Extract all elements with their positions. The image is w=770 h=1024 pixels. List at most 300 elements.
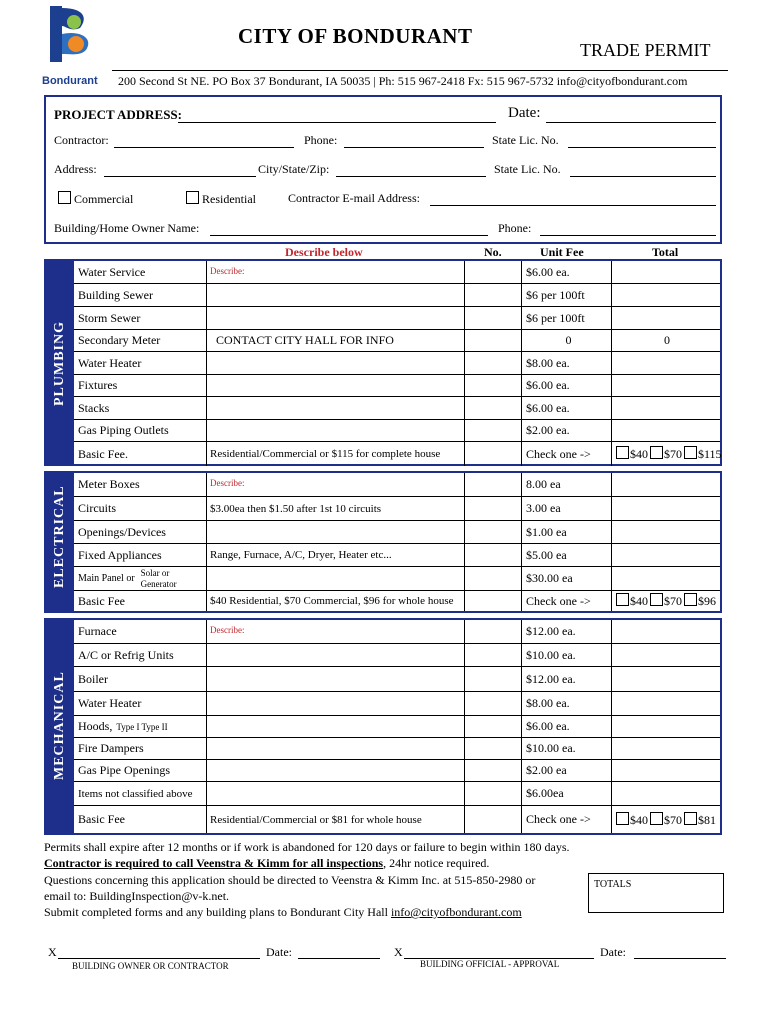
plumbing-desc-text: CONTACT CITY HALL FOR INFO (216, 333, 394, 347)
plumbing-item-fee (522, 284, 612, 306)
plumbing-item-name (74, 261, 207, 283)
owner-name-label: Building/Home Owner Name: (54, 221, 200, 235)
mechanical-fee-value: $12.00 ea. (526, 624, 576, 638)
mechanical-item-total[interactable] (612, 782, 722, 805)
plumbing-item-total[interactable] (612, 330, 722, 351)
mechanical-item-total[interactable] (612, 738, 722, 759)
electrical-item-total[interactable] (612, 567, 722, 590)
mechanical-item-name (74, 806, 207, 833)
mechanical-item-qty[interactable] (465, 806, 522, 833)
plumbing-item-name (74, 397, 207, 419)
plumbing-item-total[interactable] (612, 307, 722, 329)
checkbox[interactable] (650, 812, 663, 825)
plumbing-item-qty[interactable] (465, 261, 522, 283)
plumbing-fee-value: $6 per 100ft (526, 287, 585, 302)
plumbing-item-desc[interactable] (207, 330, 465, 351)
plumbing-item-total[interactable] (612, 375, 722, 396)
owner-date-line[interactable] (298, 958, 380, 959)
plumbing-item-qty[interactable] (465, 397, 522, 419)
mechanical-item-qty[interactable] (465, 760, 522, 781)
mechanical-item-desc[interactable] (207, 716, 465, 737)
mechanical-item-label: A/C or Refrig Units (78, 647, 174, 662)
date-label: Date: (508, 105, 541, 121)
mechanical-row (74, 692, 720, 716)
mechanical-fee-value: $6.00 ea. (526, 719, 570, 733)
mechanical-item-fee (522, 716, 612, 737)
mechanical-item-label: Water Heater (78, 696, 142, 710)
city-email-link[interactable]: info@cityofbondurant.com (390, 905, 522, 919)
plumbing-item-qty[interactable] (465, 352, 522, 374)
generator-label: Generator (140, 578, 177, 589)
electrical-item-qty[interactable] (465, 591, 522, 611)
state-lic-label: State Lic. No. (492, 133, 559, 147)
electrical-item-desc[interactable] (207, 567, 465, 590)
electrical-row (74, 497, 720, 521)
electrical-row (74, 521, 720, 544)
submit-note (44, 905, 522, 920)
electrical-desc-text: Range, Furnace, A/C, Dryer, Heater etc... (210, 549, 392, 561)
electrical-item-desc[interactable] (207, 497, 465, 520)
plumbing-item-total[interactable] (612, 442, 722, 466)
plumbing-item-qty[interactable] (465, 442, 522, 466)
plumbing-item-qty[interactable] (465, 420, 522, 441)
col-header-no: No. (484, 245, 502, 259)
electrical-item-label: Basic Fee (78, 593, 125, 608)
mechanical-fee-value: $10.00 ea. (526, 741, 576, 755)
mechanical-item-qty[interactable] (465, 782, 522, 805)
mechanical-row (74, 806, 720, 833)
solar-or-label: Solar or (140, 567, 170, 578)
mechanical-item-total[interactable] (612, 692, 722, 715)
mechanical-item-fee (522, 782, 612, 805)
owner-sig-caption: BUILDING OWNER OR CONTRACTOR (72, 961, 229, 971)
plumbing-fee-value: 0 (565, 333, 572, 347)
mechanical-item-total[interactable] (612, 716, 722, 737)
electrical-item-total[interactable] (612, 544, 722, 566)
mechanical-item-name (74, 760, 207, 781)
mechanical-row (74, 644, 720, 667)
mechanical-item-name (74, 782, 207, 805)
plumbing-item-label: Fixtures (78, 378, 118, 392)
mechanical-basic-fee-option[interactable] (616, 812, 648, 828)
mechanical-item-label: Boiler (78, 671, 108, 686)
electrical-item-qty[interactable] (465, 521, 522, 543)
mechanical-label: MECHANICAL (52, 671, 67, 780)
electrical-item-name (74, 497, 207, 520)
project-info-box (44, 95, 722, 244)
inspection-note-bold: Contractor is required to call Veenstra & Kimm for all inspections (44, 856, 384, 870)
plumbing-item-desc[interactable] (207, 375, 465, 396)
mechanical-row (74, 716, 720, 738)
mechanical-item-label: Hoods, (78, 719, 113, 733)
plumbing-fee-value: $8.00 ea. (526, 355, 570, 370)
plumbing-basic-fee-option[interactable] (650, 446, 682, 462)
plumbing-item-name (74, 330, 207, 351)
plumbing-row (74, 352, 720, 375)
plumbing-section (44, 259, 722, 466)
checkbox[interactable] (650, 593, 663, 606)
electrical-item-name (74, 591, 207, 611)
plumbing-fee-value: $6 per 100ft (526, 310, 585, 325)
plumbing-item-label: Gas Piping Outlets (78, 423, 169, 437)
plumbing-item-total[interactable] (612, 397, 722, 419)
commercial-option[interactable] (58, 191, 133, 207)
plumbing-row (74, 442, 720, 466)
plumbing-item-total[interactable] (612, 261, 722, 283)
residential-checkbox[interactable] (186, 191, 199, 204)
questions-note: Questions concerning this application should be directed to Veenstra & Kimm Inc. at 515-850-2980 or (44, 873, 536, 887)
mechanical-row (74, 667, 720, 692)
plumbing-desc-text: Describe: (210, 266, 245, 276)
mechanical-item-qty[interactable] (465, 692, 522, 715)
mechanical-basic-fee-option[interactable] (684, 812, 716, 828)
mechanical-item-name (74, 716, 207, 737)
plumbing-item-name (74, 284, 207, 306)
mechanical-fee-value: $12.00 ea. (526, 671, 576, 686)
mechanical-item-name (74, 620, 207, 643)
checkbox[interactable] (684, 812, 697, 825)
electrical-basic-fee-option[interactable] (684, 593, 716, 609)
plumbing-item-label: Stacks (78, 400, 110, 415)
checkbox[interactable] (616, 593, 629, 606)
plumbing-item-label: Secondary Meter (78, 333, 161, 347)
plumbing-item-desc[interactable] (207, 284, 465, 306)
owner-signature-line[interactable] (58, 958, 260, 959)
mechanical-basic-fee-option-label: $40 (630, 812, 648, 827)
inspection-note (44, 856, 489, 871)
mechanical-item-qty[interactable] (465, 644, 522, 666)
state-lic-field[interactable] (568, 147, 716, 148)
mechanical-item-qty[interactable] (465, 716, 522, 737)
plumbing-item-name (74, 307, 207, 329)
checkbox[interactable] (616, 812, 629, 825)
electrical-item-total[interactable] (612, 521, 722, 543)
electrical-item-label: Fixed Appliances (78, 547, 162, 562)
plumbing-item-fee (522, 352, 612, 374)
mechanical-item-total[interactable] (612, 806, 722, 833)
logo-text: Bondurant (42, 75, 98, 87)
mechanical-item-label: Fire Dampers (78, 741, 144, 755)
plumbing-row (74, 420, 720, 442)
contractor-email-field[interactable] (430, 205, 716, 206)
mechanical-item-name (74, 692, 207, 715)
mechanical-item-total[interactable] (612, 644, 722, 666)
totals-box[interactable] (588, 873, 724, 913)
electrical-item-label: Openings/Devices (78, 524, 166, 539)
mechanical-item-name (74, 738, 207, 759)
col-header-unit-fee: Unit Fee (540, 245, 584, 259)
plumbing-basic-fee-option-label: $115 (698, 447, 722, 461)
owner-name-field[interactable] (210, 235, 488, 236)
contractor-field[interactable] (114, 147, 294, 148)
expiry-note: Permits shall expire after 12 months or if work is abandoned for 120 days or failure to begin within 180 days. (44, 840, 570, 854)
mechanical-item-desc[interactable] (207, 738, 465, 759)
main-panel-subtext (141, 568, 177, 590)
mechanical-item-total[interactable] (612, 667, 722, 691)
electrical-item-name (74, 567, 207, 590)
plumbing-item-desc[interactable] (207, 420, 465, 441)
mechanical-item-desc[interactable] (207, 806, 465, 833)
page-title: CITY OF BONDURANT (238, 24, 473, 48)
plumbing-label: PLUMBING (52, 321, 67, 406)
electrical-item-total[interactable] (612, 473, 722, 496)
plumbing-item-desc[interactable] (207, 397, 465, 419)
city-state-zip-field[interactable] (336, 176, 486, 177)
electrical-item-fee (522, 473, 612, 496)
commercial-checkbox[interactable] (58, 191, 71, 204)
plumbing-item-desc[interactable] (207, 442, 465, 466)
city-state-zip-label: City/State/Zip: (258, 162, 330, 176)
electrical-desc-text: $3.00ea then $1.50 after 1st 10 circuits (210, 502, 382, 515)
mechanical-item-fee (522, 667, 612, 691)
electrical-fee-value: $5.00 ea (526, 547, 567, 562)
plumbing-basic-fee-option[interactable] (684, 446, 722, 462)
electrical-fee-value: $30.00 ea (526, 571, 573, 585)
mechanical-row (74, 738, 720, 760)
contractor-phone-field[interactable] (344, 147, 484, 148)
plumbing-item-qty[interactable] (465, 307, 522, 329)
electrical-item-label: Main Panel or (78, 573, 135, 584)
mechanical-desc-text: Describe: (210, 625, 245, 635)
checkbox[interactable] (650, 446, 663, 459)
mechanical-item-total[interactable] (612, 760, 722, 781)
header-contact-line: 200 Second St NE. PO Box 37 Bondurant, IA 50035 | Ph: 515 967-2418 Fx: 515 967-5732 info@cityofbondurant.com (118, 74, 688, 88)
electrical-item-label: Meter Boxes (78, 477, 140, 491)
plumbing-row (74, 284, 720, 307)
header-rule (112, 70, 728, 71)
mechanical-item-desc[interactable] (207, 692, 465, 715)
mechanical-item-label: Gas Pipe Openings (78, 763, 170, 777)
electrical-basic-fee-option-label: $70 (664, 594, 682, 608)
plumbing-fee-value: $6.00 ea. (526, 400, 570, 415)
owner-phone-label: Phone: (498, 221, 532, 235)
totals-label: TOTALS (594, 879, 632, 890)
plumbing-item-label: Building Sewer (78, 287, 153, 302)
plumbing-total-value: 0 (664, 333, 670, 347)
electrical-fee-value: Check one -> (526, 593, 591, 608)
residential-label: Residential (202, 192, 256, 206)
electrical-desc-text: Describe: (210, 478, 245, 488)
mechanical-item-fee (522, 644, 612, 666)
project-address-label: PROJECT ADDRESS: (54, 107, 182, 122)
mechanical-item-desc[interactable] (207, 667, 465, 691)
official-sig-caption: BUILDING OFFICIAL - APPROVAL (420, 959, 560, 969)
plumbing-item-qty[interactable] (465, 284, 522, 306)
address-label: Address: (54, 162, 97, 176)
mechanical-item-desc[interactable] (207, 760, 465, 781)
electrical-item-name (74, 544, 207, 566)
electrical-fee-value: 3.00 ea (526, 501, 561, 515)
electrical-item-label: Circuits (78, 501, 116, 515)
plumbing-item-label: Water Heater (78, 355, 142, 370)
electrical-item-desc[interactable] (207, 521, 465, 543)
mechanical-basic-fee-option[interactable] (650, 812, 682, 828)
plumbing-item-fee (522, 375, 612, 396)
checkbox[interactable] (684, 446, 697, 459)
electrical-basic-fee-option-label: $96 (698, 594, 716, 608)
plumbing-item-qty[interactable] (465, 330, 522, 351)
plumbing-item-fee (522, 420, 612, 441)
email-note: email to: BuildingInspection@v-k.net. (44, 889, 230, 903)
contractor-email-label: Contractor E-mail Address: (288, 191, 420, 205)
plumbing-item-total[interactable] (612, 284, 722, 306)
mechanical-basic-fee-option-label: $70 (664, 812, 682, 827)
plumbing-basic-fee-option-label: $40 (630, 447, 648, 461)
mechanical-desc-text: Residential/Commercial or $81 for whole house (210, 813, 422, 826)
mechanical-item-name (74, 667, 207, 691)
owner-phone-field[interactable] (540, 235, 716, 236)
electrical-item-desc[interactable] (207, 544, 465, 566)
mechanical-item-label: Furnace (78, 624, 117, 638)
checkbox[interactable] (684, 593, 697, 606)
mechanical-item-fee (522, 806, 612, 833)
electrical-item-fee (522, 544, 612, 566)
mechanical-row (74, 782, 720, 806)
plumbing-item-desc[interactable] (207, 307, 465, 329)
mechanical-item-desc[interactable] (207, 782, 465, 805)
electrical-section (44, 471, 722, 613)
electrical-row (74, 473, 720, 497)
plumbing-item-name (74, 420, 207, 441)
official-date-line[interactable] (634, 958, 726, 959)
plumbing-fee-value: $6.00 ea. (526, 264, 570, 279)
plumbing-fee-value: Check one -> (526, 446, 591, 461)
plumbing-item-label: Water Service (78, 264, 146, 279)
electrical-basic-fee-option[interactable] (616, 593, 648, 609)
plumbing-row (74, 375, 720, 397)
mechanical-fee-value: $8.00 ea. (526, 696, 570, 710)
plumbing-item-fee (522, 307, 612, 329)
mechanical-basic-fee-option-label: $81 (698, 812, 716, 827)
mechanical-fee-value: $10.00 ea. (526, 647, 576, 662)
plumbing-item-label: Storm Sewer (78, 310, 141, 325)
plumbing-item-fee (522, 330, 612, 351)
commercial-label: Commercial (74, 192, 134, 206)
electrical-item-name (74, 473, 207, 496)
mechanical-item-label: Items not classified above (78, 787, 193, 800)
mechanical-item-fee (522, 620, 612, 643)
mechanical-fee-value: $2.00 ea (526, 763, 567, 777)
submit-note-text: Submit completed forms and any building plans to Bondurant City Hall (44, 905, 391, 919)
plumbing-item-label: Basic Fee. (78, 446, 128, 461)
hood-types: Type I Type II (116, 721, 168, 732)
electrical-item-qty[interactable] (465, 473, 522, 496)
plumbing-basic-fee-option[interactable] (616, 446, 648, 462)
mechanical-item-qty[interactable] (465, 620, 522, 643)
electrical-basic-fee-option-label: $40 (630, 594, 648, 608)
mechanical-tab (46, 620, 74, 833)
electrical-item-qty[interactable] (465, 567, 522, 590)
mechanical-item-label: Basic Fee (78, 812, 125, 826)
mechanical-row (74, 760, 720, 782)
owner-date-label: Date: (266, 945, 292, 959)
plumbing-item-fee (522, 442, 612, 466)
mechanical-item-qty[interactable] (465, 738, 522, 759)
plumbing-item-desc[interactable] (207, 352, 465, 374)
plumbing-item-name (74, 442, 207, 466)
electrical-item-fee (522, 497, 612, 520)
electrical-item-qty[interactable] (465, 497, 522, 520)
residential-option[interactable] (186, 191, 256, 207)
col-header-describe: Describe below (285, 245, 363, 259)
electrical-row (74, 544, 720, 567)
electrical-item-desc[interactable] (207, 473, 465, 496)
contractor-phone-label: Phone: (304, 133, 338, 147)
mechanical-fee-value: Check one -> (526, 812, 591, 826)
col-header-total: Total (652, 245, 679, 259)
electrical-fee-value: 8.00 ea (526, 477, 561, 491)
electrical-basic-fee-option[interactable] (650, 593, 682, 609)
official-date-label: Date: (600, 945, 626, 959)
plumbing-item-fee (522, 397, 612, 419)
contractor-label: Contractor: (54, 133, 109, 147)
plumbing-item-qty[interactable] (465, 375, 522, 396)
electrical-item-desc[interactable] (207, 591, 465, 611)
electrical-item-total[interactable] (612, 591, 722, 611)
electrical-item-total[interactable] (612, 497, 722, 520)
plumbing-item-fee (522, 261, 612, 283)
address-field[interactable] (104, 176, 256, 177)
plumbing-item-total[interactable] (612, 352, 722, 374)
mechanical-item-total[interactable] (612, 620, 722, 643)
mechanical-item-fee (522, 738, 612, 759)
plumbing-desc-text: Residential/Commercial or $115 for complete house (210, 448, 441, 460)
plumbing-tab (46, 261, 74, 464)
plumbing-item-name (74, 375, 207, 396)
plumbing-row (74, 261, 720, 284)
plumbing-item-desc[interactable] (207, 261, 465, 283)
electrical-item-qty[interactable] (465, 544, 522, 566)
project-address-field[interactable] (178, 122, 496, 123)
plumbing-row (74, 397, 720, 420)
plumbing-item-total[interactable] (612, 420, 722, 441)
electrical-tab (46, 473, 74, 611)
checkbox[interactable] (616, 446, 629, 459)
plumbing-row (74, 307, 720, 330)
electrical-item-fee (522, 521, 612, 543)
official-sig-x: X (394, 945, 403, 959)
electrical-row (74, 567, 720, 591)
mechanical-item-qty[interactable] (465, 667, 522, 691)
electrical-label: ELECTRICAL (52, 485, 67, 588)
owner-sig-x: X (48, 945, 57, 959)
electrical-item-fee (522, 567, 612, 590)
plumbing-item-name (74, 352, 207, 374)
electrical-row (74, 591, 720, 611)
electrical-item-fee (522, 591, 612, 611)
plumbing-basic-fee-option-label: $70 (664, 447, 682, 461)
plumbing-fee-value: $2.00 ea. (526, 423, 570, 437)
mechanical-section (44, 618, 722, 835)
mechanical-row (74, 620, 720, 644)
date-field[interactable] (546, 122, 716, 123)
state-lic-field-2[interactable] (570, 176, 716, 177)
mechanical-item-fee (522, 760, 612, 781)
mechanical-fee-value: $6.00ea (526, 786, 564, 800)
mechanical-item-name (74, 644, 207, 666)
plumbing-fee-value: $6.00 ea. (526, 378, 570, 392)
electrical-fee-value: $1.00 ea (526, 524, 567, 539)
mechanical-item-desc[interactable] (207, 620, 465, 643)
state-lic-label-2: State Lic. No. (494, 162, 561, 176)
inspection-note-rest: , 24hr notice required. (383, 856, 490, 870)
plumbing-row (74, 330, 720, 352)
city-logo (40, 4, 100, 64)
mechanical-item-desc[interactable] (207, 644, 465, 666)
electrical-item-name (74, 521, 207, 543)
mechanical-item-fee (522, 692, 612, 715)
electrical-desc-text: $40 Residential, $70 Commercial, $96 for whole house (210, 595, 454, 607)
